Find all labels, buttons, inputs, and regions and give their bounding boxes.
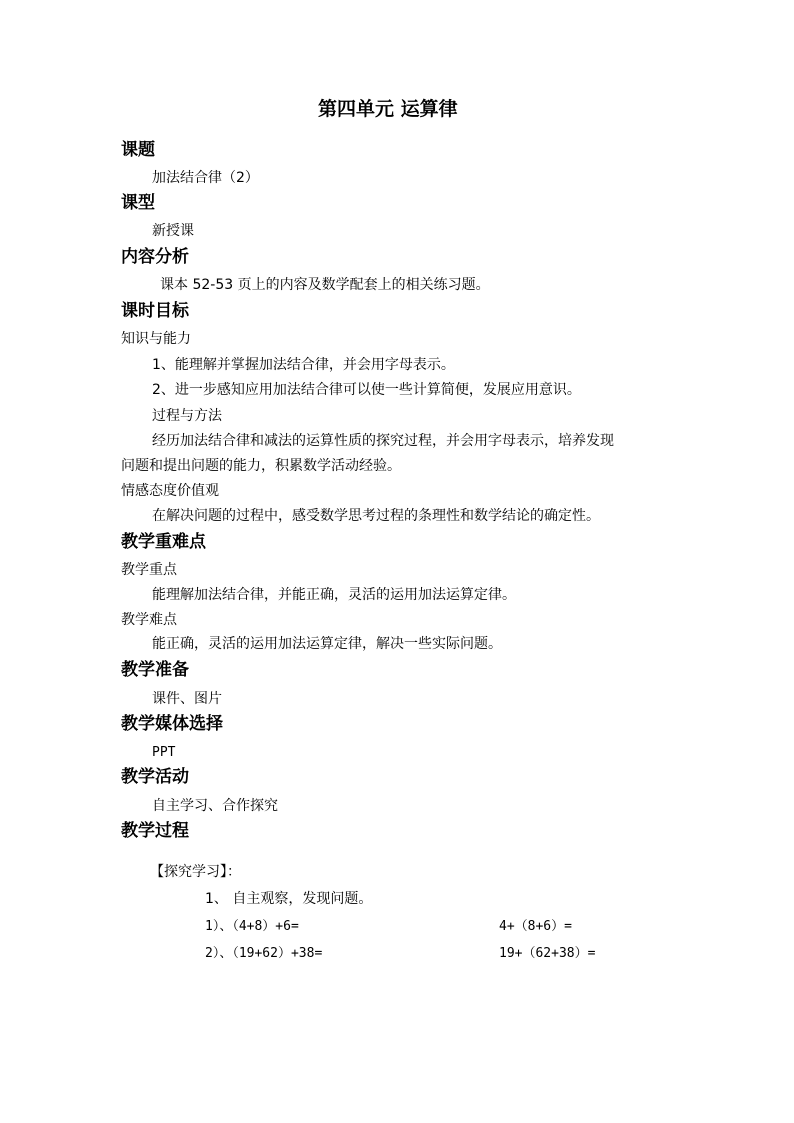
preparation-content: 课件、图片 [152,691,222,707]
explore-label: 【探究学习】： [150,864,241,880]
type-content: 新授课 [152,223,194,239]
knowledge-item: 1、能理解并掌握加法结合律，并会用字母表示。 [152,357,455,373]
exercise-right: 4+（8+6）= [499,919,572,934]
key-point-content: 能理解加法结合律，并能正确，灵活的运用加法运算定律。 [152,587,516,603]
difficult-point-content: 能正确，灵活的运用加法运算定律，解决一些实际问题。 [152,636,502,652]
knowledge-item: 2、进一步感知应用加法结合律可以使一些计算简便，发展应用意识。 [152,382,581,398]
knowledge-label: 知识与能力 [121,331,191,347]
emotion-label: 情感态度价值观 [121,483,219,499]
process-heading: 教学过程 [121,821,189,841]
process-label: 过程与方法 [152,408,222,424]
media-heading: 教学媒体选择 [121,714,223,734]
analysis-content: 课本 52-53 页上的内容及数学配套上的相关练习题。 [160,277,490,293]
page-title: 第四单元 运算律 [318,98,458,120]
exercise-left: 2）、（19+62）+38= [205,946,323,961]
process-line-2: 问题和提出问题的能力，积累数学活动经验。 [121,458,401,474]
media-content: PPT [152,745,176,760]
key-point-label: 教学重点 [121,562,177,578]
emotion-content: 在解决问题的过程中，感受数学思考过程的条理性和数学结论的确定性。 [152,508,600,524]
topic-content: 加法结合律（2） [152,170,259,186]
difficult-point-label: 教学难点 [121,612,177,628]
objectives-heading: 课时目标 [121,301,189,321]
key-difficult-heading: 教学重难点 [121,532,206,552]
process-line-1: 经历加法结合律和减法的运算性质的探究过程，并会用字母表示，培养发现 [152,433,614,449]
activity-heading: 教学活动 [121,767,189,787]
topic-heading: 课题 [121,140,155,160]
preparation-heading: 教学准备 [121,660,189,680]
analysis-heading: 内容分析 [121,247,189,267]
exercise-step: 1、 自主观察，发现问题。 [205,891,373,907]
exercise-right: 19+（62+38）= [499,946,596,961]
type-heading: 课型 [121,193,155,213]
exercise-left: 1）、（4+8）+6= [205,919,299,934]
activity-content: 自主学习、合作探究 [152,798,278,814]
